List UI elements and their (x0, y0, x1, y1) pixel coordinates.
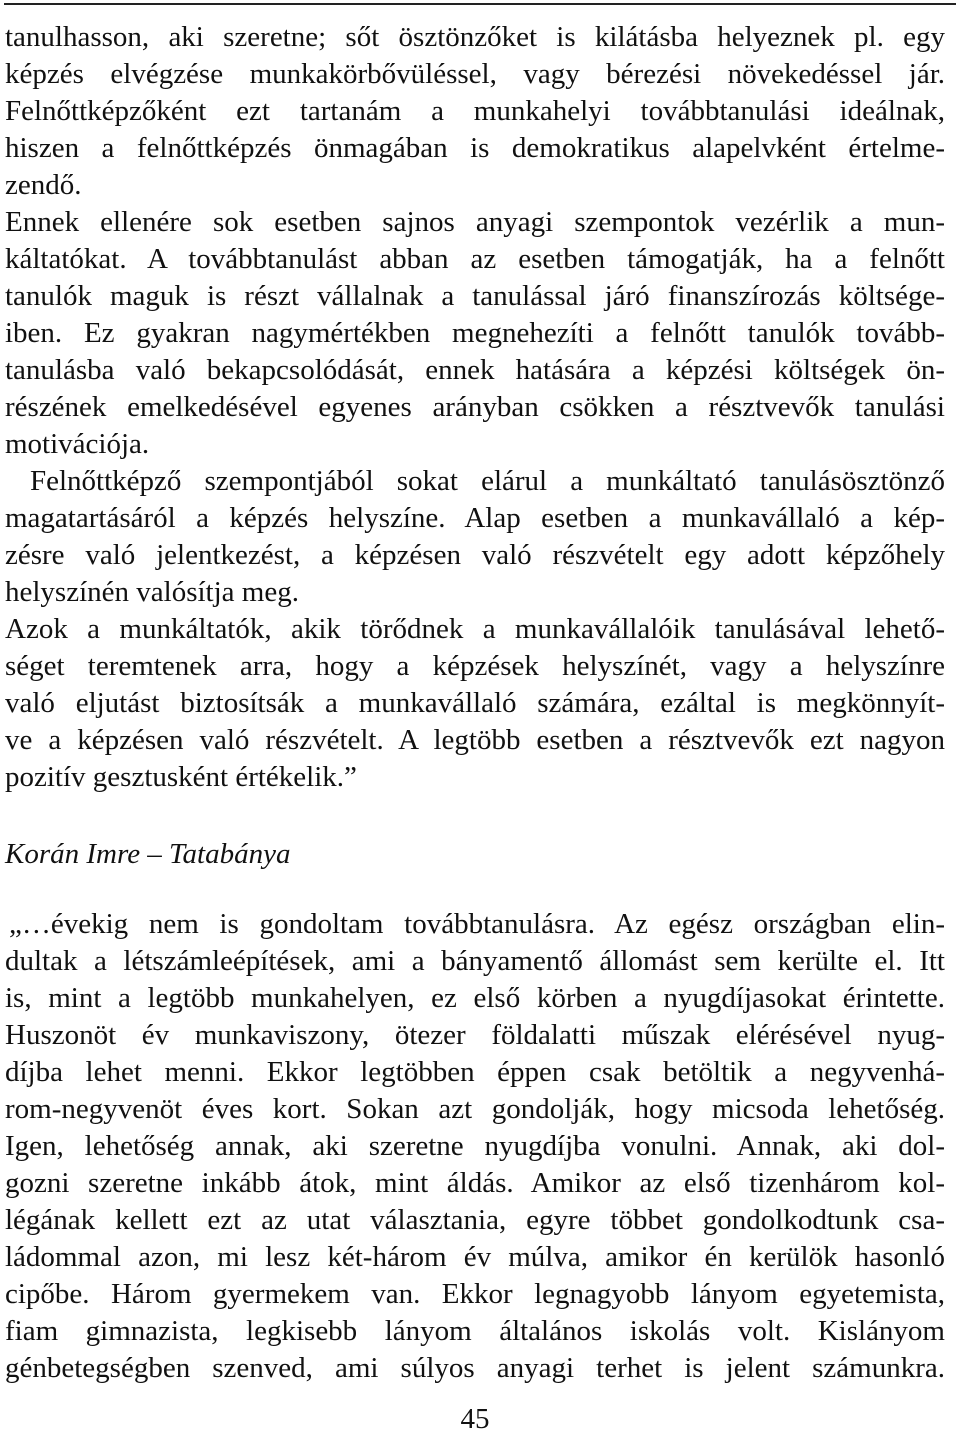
text-line: ve a képzésen való részvételt. A legtöbb esetben a résztvevők ezt nagyon (5, 724, 945, 756)
text-line: ládommal azon, mi lesz két-három év múlva, amikor én kerülök hasonló (5, 1241, 945, 1273)
text-line: rom-negyvenöt éves kort. Sokan azt gondolják, hogy micsoda lehetőség. (5, 1093, 945, 1125)
text-line: való eljutást biztosítsák a munkavállaló számára, ezáltal is megkönnyít- (5, 687, 945, 719)
body-paragraph (5, 611, 945, 796)
body-paragraph (5, 204, 945, 463)
body-paragraph (5, 463, 945, 611)
text-line: Igen, lehetőség annak, aki szeretne nyugdíjba vonulni. Annak, aki dol- (5, 1130, 945, 1162)
text-line: „…évekig nem is gondoltam továbbtanulásra. Az egész országban elin- (9, 908, 945, 940)
text-line: fiam gimnazista, legkisebb lányom általános iskolás volt. Kislányom (5, 1315, 945, 1347)
text-line: pozitív gesztusként értékelik.” (5, 761, 357, 793)
text-line: génbetegségben szenved, ami súlyos anyagi terhet is jelent számunkra. (5, 1352, 945, 1384)
top-rule (4, 3, 956, 5)
text-line: Ennek ellenére sok esetben sajnos anyagi szempontok vezérlik a mun- (5, 206, 945, 238)
text-line: helyszínén valósítja meg. (5, 576, 299, 608)
text-line: részének emelkedésével egyenes arányban csökken a résztvevők tanulási (5, 391, 945, 423)
quote-paragraph (5, 906, 945, 1387)
text-line: iben. Ez gyakran nagymértékben megnehezíti a felnőtt tanulók tovább- (5, 317, 945, 349)
text-line: zésre való jelentkezést, a képzésen való részvételt egy adott képzőhely (5, 539, 945, 571)
text-line: díjba lehet menni. Ekkor legtöbben éppen csak betöltik a negyvenhá- (5, 1056, 945, 1088)
section-heading: Korán Imre – Tatabánya (5, 838, 291, 870)
text-line: is, mint a legtöbb munkahelyen, ez első körben a nyugdíjasokat érintette. (5, 982, 945, 1014)
text-line: cipőbe. Három gyermekem van. Ekkor legnagyobb lányom egyetemista, (5, 1278, 945, 1310)
text-line: légának kellett ezt az utat választania, egyre többet gondolkodtunk csa- (5, 1204, 945, 1236)
text-line: Azok a munkáltatók, akik törődnek a munkavállalóik tanulásával lehető- (5, 613, 945, 645)
text-line: tanulásba való bekapcsolódását, ennek hatására a képzési költségek ön- (5, 354, 945, 386)
text-line: magatartásáról a képzés helyszíne. Alap esetben a munkavállaló a kép- (5, 502, 945, 534)
page-text (5, 19, 945, 1387)
text-line: képzés elvégzése munkakörbővüléssel, vagy bérezési növekedéssel jár. (5, 58, 945, 90)
text-line: tanulhasson, aki szeretne; sőt ösztönzőket is kilátásba helyeznek pl. egy (5, 21, 945, 53)
body-paragraph (5, 19, 945, 204)
text-line: séget teremtenek arra, hogy a képzések helyszínét, vagy a helyszínre (5, 650, 945, 682)
page-number: 45 (460, 1403, 490, 1435)
text-line: dultak a létszámleépítések, ami a bányamentő állomást sem kerülte el. Itt (5, 945, 945, 977)
text-line: hiszen a felnőttképzés önmagában is demokratikus alapelvként értelme- (5, 132, 945, 164)
text-line: Huszonöt év munkaviszony, ötezer földalatti műszak elérésével nyug- (5, 1019, 945, 1051)
text-line: káltatókat. A továbbtanulást abban az esetben támogatják, ha a felnőtt (5, 243, 945, 275)
text-line: gozni szeretne inkább átok, mint áldás. Amikor az első tizenhárom kol- (5, 1167, 945, 1199)
text-line: zendő. (5, 169, 82, 201)
text-line: tanulók maguk is részt vállalnak a tanulással járó finanszírozás költsége- (5, 280, 945, 312)
text-line: Felnőttképző szempontjából sokat elárul a munkáltató tanulásösztönző (30, 465, 945, 497)
text-line: Felnőttképzőként ezt tartanám a munkahelyi továbbtanulási ideálnak, (5, 95, 945, 127)
text-line: motivációja. (5, 428, 150, 460)
